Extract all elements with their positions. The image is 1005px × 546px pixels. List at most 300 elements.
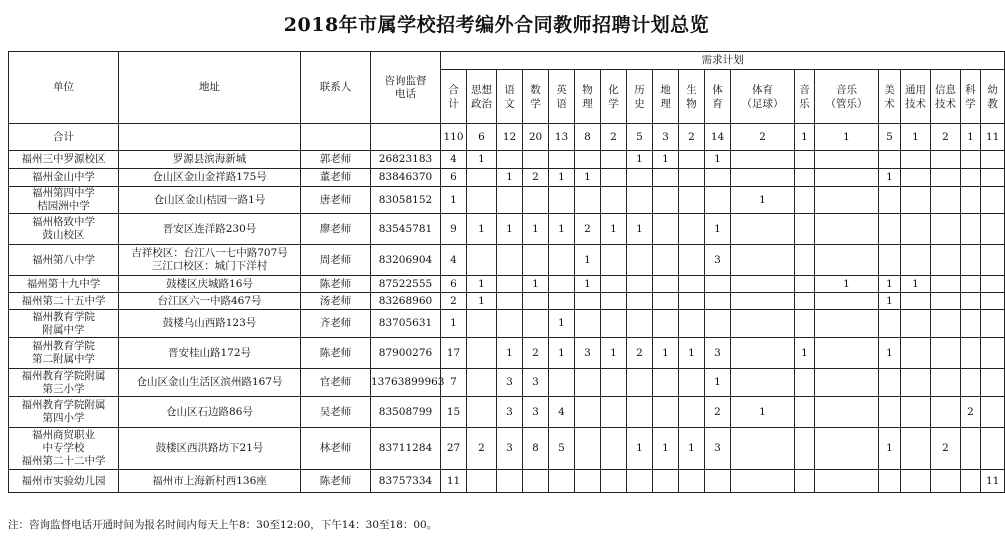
demand-value: 1 — [549, 338, 575, 369]
unit-cell — [9, 276, 119, 293]
subject-header-line: 历 — [634, 83, 645, 96]
demand-value — [879, 397, 901, 428]
demand-value — [931, 369, 961, 397]
subject-header — [731, 70, 795, 124]
demand-value — [575, 187, 601, 214]
subject-header-line: 思想 — [471, 83, 492, 96]
table-row — [9, 338, 1005, 369]
demand-value — [981, 214, 1005, 245]
demand-value — [575, 293, 601, 310]
header-phone-line: 电话 — [395, 87, 416, 100]
demand-value: 1 — [441, 310, 467, 338]
demand-value — [931, 310, 961, 338]
contact-cell: 唐老师 — [301, 187, 371, 214]
demand-value — [549, 187, 575, 214]
demand-value — [961, 293, 981, 310]
phone-cell: 83705631 — [371, 310, 441, 338]
demand-value: 1 — [815, 276, 879, 293]
subject-header-line: 英 — [556, 83, 567, 96]
subject-header-line: 学 — [530, 97, 541, 110]
unit-cell-line: 附属中学 — [42, 323, 85, 336]
demand-value — [815, 428, 879, 470]
demand-value: 11 — [981, 470, 1005, 493]
subject-header-line: 术 — [884, 97, 895, 110]
demand-value — [731, 293, 795, 310]
total-value: 1 — [795, 124, 815, 151]
demand-value: 1 — [467, 151, 497, 169]
table-row — [9, 397, 1005, 428]
demand-value — [815, 369, 879, 397]
recruitment-plan-table — [8, 51, 1005, 493]
demand-value — [795, 245, 815, 276]
demand-value: 1 — [575, 245, 601, 276]
demand-value: 3 — [705, 245, 731, 276]
demand-value — [575, 397, 601, 428]
demand-value — [523, 470, 549, 493]
address-cell-line: 晋安桂山路172号 — [167, 346, 252, 359]
demand-value: 1 — [679, 428, 705, 470]
demand-value — [931, 397, 961, 428]
subject-header — [627, 70, 653, 124]
demand-value — [549, 293, 575, 310]
empty-cell — [119, 124, 301, 151]
subject-header-line: （足球） — [741, 97, 784, 110]
demand-value: 1 — [627, 214, 653, 245]
demand-value: 1 — [549, 169, 575, 187]
unit-cell-line: 福州第八中学 — [32, 253, 95, 266]
contact-cell: 齐老师 — [301, 310, 371, 338]
subject-header-line: 史 — [634, 97, 645, 110]
subject-header — [497, 70, 523, 124]
demand-value: 1 — [497, 338, 523, 369]
contact-cell: 林老师 — [301, 428, 371, 470]
demand-value — [549, 245, 575, 276]
address-cell-line: 三江口校区：城门下洋村 — [151, 260, 268, 272]
unit-cell — [9, 338, 119, 369]
address-cell — [119, 369, 301, 397]
demand-value — [795, 369, 815, 397]
subject-header — [601, 70, 627, 124]
demand-value — [653, 310, 679, 338]
demand-value — [901, 169, 931, 187]
demand-value — [679, 293, 705, 310]
demand-value — [931, 276, 961, 293]
demand-value — [981, 187, 1005, 214]
demand-value — [679, 214, 705, 245]
demand-value — [679, 310, 705, 338]
demand-value — [601, 293, 627, 310]
demand-value — [961, 151, 981, 169]
demand-value: 6 — [441, 169, 467, 187]
demand-value: 1 — [549, 310, 575, 338]
subject-header-line: 计 — [448, 97, 459, 110]
demand-value: 6 — [441, 276, 467, 293]
demand-value — [731, 428, 795, 470]
unit-cell-line: 福州教育学院 — [32, 310, 95, 323]
subject-header — [705, 70, 731, 124]
demand-value — [627, 245, 653, 276]
demand-value — [653, 470, 679, 493]
subject-header — [653, 70, 679, 124]
phone-cell: 83508799 — [371, 397, 441, 428]
table-row — [9, 369, 1005, 397]
subject-header-line: 生 — [686, 83, 697, 96]
unit-cell-line: 福州第四中学 — [32, 187, 95, 199]
demand-value: 7 — [441, 369, 467, 397]
demand-value: 1 — [705, 151, 731, 169]
demand-value — [679, 151, 705, 169]
total-value: 1 — [815, 124, 879, 151]
subject-header-line: 幼 — [987, 83, 998, 96]
demand-value — [981, 245, 1005, 276]
subject-header-line: 体 — [712, 83, 723, 96]
phone-cell: 83268960 — [371, 293, 441, 310]
demand-value: 1 — [679, 338, 705, 369]
unit-cell-line: 福州三中罗源校区 — [21, 153, 106, 165]
phone-cell: 83757334 — [371, 470, 441, 493]
demand-value — [497, 151, 523, 169]
demand-value — [961, 245, 981, 276]
subject-header — [549, 70, 575, 124]
demand-value: 2 — [961, 397, 981, 428]
demand-value — [731, 214, 795, 245]
demand-value — [601, 428, 627, 470]
unit-cell-line: 福州第十九中学 — [26, 277, 101, 290]
demand-value — [705, 276, 731, 293]
phone-cell: 87900276 — [371, 338, 441, 369]
subject-header-line: 技术 — [905, 97, 926, 110]
demand-value: 8 — [523, 428, 549, 470]
table-row — [9, 169, 1005, 187]
demand-value — [731, 151, 795, 169]
demand-value: 1 — [653, 151, 679, 169]
total-value: 110 — [441, 124, 467, 151]
demand-value — [961, 338, 981, 369]
demand-value — [879, 214, 901, 245]
demand-value: 3 — [497, 397, 523, 428]
total-value: 3 — [653, 124, 679, 151]
subject-header-line: 体育 — [752, 83, 773, 96]
total-value: 12 — [497, 124, 523, 151]
demand-value: 3 — [523, 369, 549, 397]
total-label: 合计 — [9, 124, 119, 151]
address-cell-line: 仓山区金山生活区滨州路167号 — [136, 376, 283, 388]
address-cell-line: 台江区六一中路467号 — [157, 294, 262, 307]
total-value: 20 — [523, 124, 549, 151]
demand-value: 2 — [705, 397, 731, 428]
page-title: 2018年市属学校招考编外合同教师招聘计划总览 — [283, 14, 710, 36]
subject-header-line: 技术 — [935, 97, 956, 110]
demand-value: 1 — [575, 276, 601, 293]
demand-value: 4 — [441, 245, 467, 276]
demand-value: 1 — [601, 214, 627, 245]
header-row — [9, 52, 1005, 70]
header-address: 地址 — [119, 52, 301, 124]
demand-value: 3 — [575, 338, 601, 369]
total-value: 5 — [627, 124, 653, 151]
demand-value — [795, 293, 815, 310]
demand-value — [497, 245, 523, 276]
demand-value — [679, 187, 705, 214]
demand-value: 1 — [627, 151, 653, 169]
contact-cell: 郭老师 — [301, 151, 371, 169]
total-value: 6 — [467, 124, 497, 151]
subject-header-line: 政治 — [471, 97, 492, 110]
demand-value — [795, 470, 815, 493]
address-cell — [119, 187, 301, 214]
demand-value — [795, 214, 815, 245]
demand-value: 27 — [441, 428, 467, 470]
demand-value — [961, 187, 981, 214]
demand-value — [575, 151, 601, 169]
unit-cell — [9, 293, 119, 310]
demand-value — [705, 187, 731, 214]
demand-value — [601, 151, 627, 169]
demand-value — [931, 169, 961, 187]
demand-value: 1 — [497, 169, 523, 187]
demand-value — [679, 397, 705, 428]
unit-cell-line: 福州教育学院附属 — [21, 399, 106, 411]
demand-value — [961, 214, 981, 245]
demand-value — [523, 245, 549, 276]
demand-value: 2 — [441, 293, 467, 310]
demand-value — [549, 276, 575, 293]
unit-cell — [9, 310, 119, 338]
empty-cell — [301, 124, 371, 151]
demand-value — [795, 310, 815, 338]
total-value: 11 — [981, 124, 1005, 151]
demand-value: 2 — [931, 428, 961, 470]
header-contact: 联系人 — [301, 52, 371, 124]
table-row — [9, 428, 1005, 470]
demand-value — [705, 169, 731, 187]
unit-cell — [9, 369, 119, 397]
demand-value — [731, 245, 795, 276]
demand-value — [549, 151, 575, 169]
demand-value: 1 — [549, 214, 575, 245]
demand-value — [901, 187, 931, 214]
demand-value — [731, 276, 795, 293]
demand-value: 1 — [653, 428, 679, 470]
subject-header-line: 物 — [686, 97, 697, 110]
demand-value — [679, 369, 705, 397]
demand-value — [901, 245, 931, 276]
demand-value — [879, 187, 901, 214]
subject-header-line: （管乐） — [825, 97, 868, 110]
demand-value — [731, 470, 795, 493]
demand-value — [901, 428, 931, 470]
demand-value — [815, 187, 879, 214]
subject-header-line: 音 — [799, 83, 810, 96]
subject-header — [931, 70, 961, 124]
demand-value — [879, 369, 901, 397]
demand-value — [901, 397, 931, 428]
contact-cell: 周老师 — [301, 245, 371, 276]
demand-value: 1 — [879, 169, 901, 187]
demand-value — [627, 293, 653, 310]
demand-value — [523, 293, 549, 310]
table-row — [9, 245, 1005, 276]
subject-header — [467, 70, 497, 124]
demand-value — [981, 293, 1005, 310]
address-cell-line: 福州市上海新村西136座 — [152, 474, 267, 487]
unit-cell-line: 第四小学 — [42, 412, 85, 424]
demand-value — [497, 293, 523, 310]
demand-value — [879, 151, 901, 169]
demand-value — [961, 369, 981, 397]
demand-value — [523, 310, 549, 338]
demand-value — [931, 338, 961, 369]
demand-value — [705, 310, 731, 338]
demand-value — [961, 169, 981, 187]
subject-header-line: 语 — [556, 97, 567, 110]
demand-value — [467, 245, 497, 276]
table-row — [9, 276, 1005, 293]
subject-header-line: 育 — [712, 97, 723, 110]
demand-value — [931, 151, 961, 169]
contact-cell: 汤老师 — [301, 293, 371, 310]
demand-value — [815, 245, 879, 276]
demand-value — [901, 310, 931, 338]
table-row — [9, 151, 1005, 169]
demand-value — [961, 470, 981, 493]
contact-cell: 廖老师 — [301, 214, 371, 245]
address-cell — [119, 397, 301, 428]
demand-value — [795, 187, 815, 214]
demand-value — [467, 169, 497, 187]
header-unit: 单位 — [9, 52, 119, 124]
demand-value: 1 — [523, 276, 549, 293]
demand-value — [653, 369, 679, 397]
subject-header-line: 通用 — [905, 83, 926, 96]
demand-value — [731, 338, 795, 369]
subject-header-line: 学 — [965, 97, 976, 110]
demand-value — [601, 169, 627, 187]
total-value: 1 — [901, 124, 931, 151]
total-value: 1 — [961, 124, 981, 151]
unit-cell-line: 福州市实验幼儿园 — [21, 474, 106, 487]
demand-value: 1 — [467, 214, 497, 245]
demand-value — [575, 369, 601, 397]
address-cell-line: 鼓楼乌山西路123号 — [162, 317, 257, 329]
demand-value — [981, 169, 1005, 187]
demand-value — [627, 187, 653, 214]
phone-cell: 83545781 — [371, 214, 441, 245]
demand-value: 1 — [653, 338, 679, 369]
subject-header-line: 音乐 — [836, 83, 857, 96]
demand-value — [981, 428, 1005, 470]
address-cell-line: 仓山区金山桔园一路1号 — [153, 193, 266, 206]
demand-value — [549, 369, 575, 397]
demand-value: 2 — [523, 169, 549, 187]
demand-value: 2 — [467, 428, 497, 470]
demand-value: 4 — [441, 151, 467, 169]
demand-value: 1 — [901, 276, 931, 293]
demand-value — [795, 397, 815, 428]
unit-cell — [9, 169, 119, 187]
address-cell-line: 仓山区金山金祥路175号 — [152, 171, 267, 183]
demand-value: 2 — [523, 338, 549, 369]
subject-header-line: 化 — [608, 83, 619, 96]
demand-value — [523, 187, 549, 214]
demand-value — [549, 470, 575, 493]
address-cell — [119, 310, 301, 338]
demand-value — [981, 338, 1005, 369]
subject-header-line: 物 — [582, 83, 593, 96]
unit-cell-line: 桔园洲中学 — [37, 200, 90, 212]
demand-value — [627, 470, 653, 493]
demand-value — [815, 310, 879, 338]
phone-cell: 83206904 — [371, 245, 441, 276]
subject-header-line: 学 — [608, 97, 619, 110]
demand-value — [523, 151, 549, 169]
demand-value: 1 — [731, 187, 795, 214]
address-cell — [119, 169, 301, 187]
demand-value — [815, 397, 879, 428]
subject-header-line: 理 — [582, 97, 593, 110]
demand-value: 1 — [731, 397, 795, 428]
demand-value — [653, 293, 679, 310]
demand-value — [931, 470, 961, 493]
demand-value — [901, 293, 931, 310]
subject-header-line: 语 — [504, 83, 515, 96]
demand-value — [879, 470, 901, 493]
demand-value — [879, 245, 901, 276]
table-row — [9, 187, 1005, 214]
demand-value: 2 — [627, 338, 653, 369]
total-value: 2 — [931, 124, 961, 151]
subject-header-line: 地 — [660, 83, 671, 96]
demand-value — [653, 397, 679, 428]
demand-value — [679, 470, 705, 493]
demand-value — [627, 276, 653, 293]
subject-header-line: 教 — [987, 97, 998, 110]
demand-value — [467, 310, 497, 338]
demand-value: 1 — [879, 293, 901, 310]
subject-header — [523, 70, 549, 124]
demand-value: 1 — [705, 214, 731, 245]
demand-value — [627, 397, 653, 428]
subject-header — [679, 70, 705, 124]
subject-header-line: 数 — [530, 83, 541, 96]
total-value: 8 — [575, 124, 601, 151]
address-cell-line: 仓山区石边路86号 — [166, 405, 253, 418]
demand-value — [731, 369, 795, 397]
total-value: 2 — [679, 124, 705, 151]
demand-value: 4 — [549, 397, 575, 428]
demand-value: 1 — [441, 187, 467, 214]
demand-value — [575, 310, 601, 338]
demand-value — [601, 470, 627, 493]
phone-cell: 83711284 — [371, 428, 441, 470]
demand-value — [705, 293, 731, 310]
demand-value: 1 — [879, 428, 901, 470]
subject-header — [815, 70, 879, 124]
demand-value — [931, 187, 961, 214]
demand-value — [679, 245, 705, 276]
subject-header-line: 美 — [884, 83, 895, 96]
demand-value — [931, 245, 961, 276]
address-cell — [119, 470, 301, 493]
address-cell — [119, 338, 301, 369]
demand-value — [467, 397, 497, 428]
demand-value: 11 — [441, 470, 467, 493]
subject-header — [575, 70, 601, 124]
demand-value — [601, 397, 627, 428]
demand-value — [601, 276, 627, 293]
total-row — [9, 124, 1005, 151]
table-row — [9, 310, 1005, 338]
